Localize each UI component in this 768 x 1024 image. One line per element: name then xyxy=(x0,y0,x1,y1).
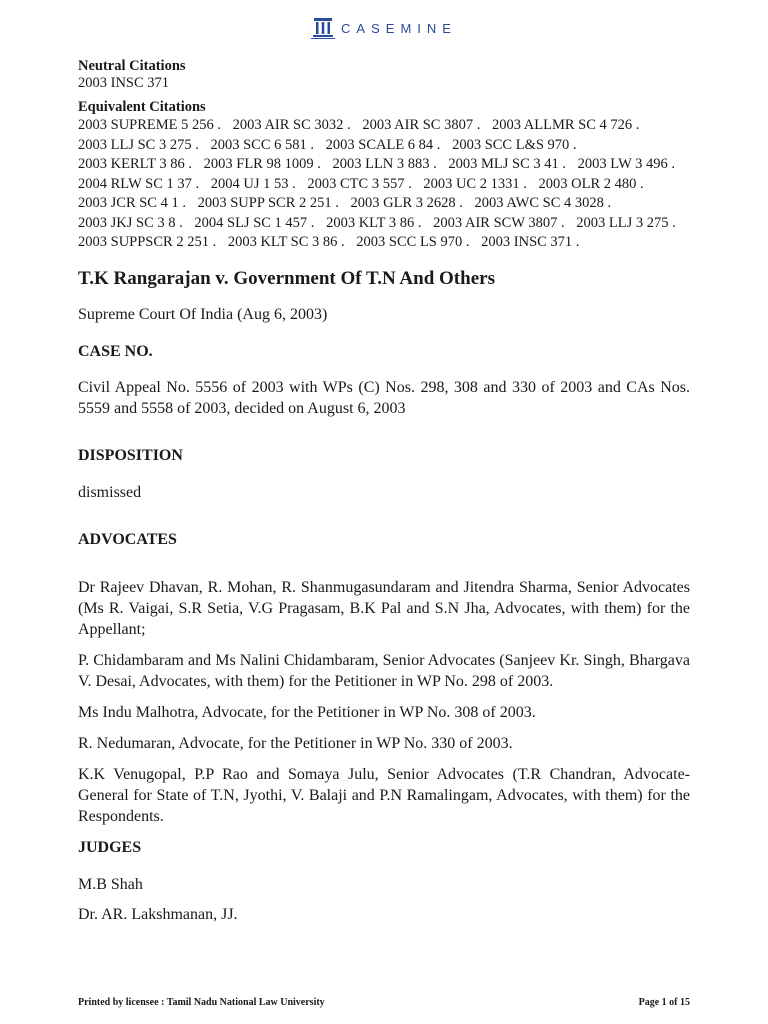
citation-item: 2003 INSC 371 . xyxy=(481,234,580,250)
citation-item: 2003 KLT 3 86 . xyxy=(326,214,422,231)
footer-page-number: Page 1 of 15 xyxy=(638,997,690,1008)
citation-item: 2003 AIR SC 3807 . xyxy=(362,117,481,133)
case-title: T.K Rangarajan v. Government Of T.N And Others xyxy=(78,267,495,289)
citation-item: 2003 AWC SC 4 3028 . xyxy=(474,195,612,211)
citation-item: 2003 KERLT 3 86 . xyxy=(78,156,192,172)
citation-item: 2003 JCR SC 4 1 . xyxy=(78,195,186,211)
citation-item: 2003 GLR 3 2628 . xyxy=(350,195,463,211)
citation-item: 2003 UC 2 1331 . xyxy=(423,175,527,192)
advocates-para: Dr Rajeev Dhavan, R. Mohan, R. Shanmugasundaram and Jitendra Sharma, Senior Advocates (Ms R. Vaigai, S.R Setia, V.G Pragasam, B.K Pal and S.N Jha, Advocates, with them) for the Appellant; xyxy=(78,578,690,638)
citation-item: 2003 AIR SC 3032 . xyxy=(232,117,351,133)
brand-name: CASEMINE xyxy=(341,20,457,36)
citation-item: 2003 SUPREME 5 256 . xyxy=(78,117,222,133)
citation-item: 2003 CTC 3 557 . xyxy=(307,175,412,192)
citation-item: 2003 SUPPSCR 2 251 . xyxy=(78,234,217,250)
casemine-logo[interactable] xyxy=(0,16,768,40)
advocates-para: R. Nedumaran, Advocate, for the Petitioner in WP No. 330 of 2003. xyxy=(78,734,513,752)
citation-item: 2003 KLT SC 3 86 . xyxy=(227,234,345,250)
neutral-citation-value: 2003 INSC 371 xyxy=(78,75,170,91)
case-no-heading: CASE NO. xyxy=(78,342,153,360)
citation-item: 2003 FLR 98 1009 . xyxy=(203,156,321,172)
citation-item: 2003 SCC LS 970 . xyxy=(356,234,470,250)
court-and-date: Supreme Court Of India (Aug 6, 2003) xyxy=(78,305,328,323)
citation-item: 2003 SUPP SCR 2 251 . xyxy=(197,195,339,211)
judge-name: M.B Shah xyxy=(78,875,143,893)
citation-item: 2004 RLW SC 1 37 . xyxy=(78,175,200,192)
citation-item: 2003 SCALE 6 84 . xyxy=(325,136,441,153)
equivalent-citations-list xyxy=(78,116,690,253)
advocates-para: K.K Venugopal, P.P Rao and Somaya Julu, Senior Advocates (T.R Chandran, Advocate-General for State of T.N, Jyothi, V. Balaji and P.N Ramalingam, Advocates, with them) for the Respondents. xyxy=(78,765,690,825)
citation-item: 2003 MLJ SC 3 41 . xyxy=(448,156,567,172)
footer-licensee: Printed by licensee : Tamil Nadu National Law University xyxy=(78,997,325,1008)
equivalent-citations-label: Equivalent Citations xyxy=(78,99,206,115)
disposition-text: dismissed xyxy=(78,483,142,501)
citation-item: 2004 SLJ SC 1 457 . xyxy=(194,214,315,231)
citation-item: 2003 LLJ SC 3 275 . xyxy=(78,136,199,153)
citation-item: 2003 ALLMR SC 4 726 . xyxy=(491,117,640,133)
judges-heading: JUDGES xyxy=(78,838,142,856)
page-footer xyxy=(78,997,690,1008)
citation-item: 2003 SCC 6 581 . xyxy=(210,136,315,153)
advocates-heading: ADVOCATES xyxy=(78,530,177,548)
citation-item: 2003 LW 3 496 . xyxy=(577,156,676,172)
document-body xyxy=(78,58,690,925)
advocates-para: Ms Indu Malhotra, Advocate, for the Petitioner in WP No. 308 of 2003. xyxy=(78,703,536,721)
neutral-citations-label: Neutral Citations xyxy=(78,58,186,74)
citation-item: 2003 SCC L&S 970 . xyxy=(452,136,577,153)
citation-item: 2003 OLR 2 480 . xyxy=(538,175,644,192)
advocates-para: P. Chidambaram and Ms Nalini Chidambaram, Senior Advocates (Sanjeev Kr. Singh, Bhargava V. Desai, Advocates, with them) for the Petitioner in WP No. 298 of 2003. xyxy=(78,651,690,690)
citation-item: 2003 JKJ SC 3 8 . xyxy=(78,214,183,231)
case-no-text: Civil Appeal No. 5556 of 2003 with WPs (C) Nos. 298, 308 and 330 of 2003 and CAs Nos. 5559 and 5558 of 2003, decided on August 6, 2003 xyxy=(78,378,690,417)
citation-item: 2003 LLN 3 883 . xyxy=(332,156,437,172)
judge-name: Dr. AR. Lakshmanan, JJ. xyxy=(78,905,238,923)
pillar-building-icon xyxy=(311,16,335,40)
citation-item: 2003 LLJ 3 275 . xyxy=(576,214,676,231)
citation-item: 2003 AIR SCW 3807 . xyxy=(433,214,565,231)
disposition-heading: DISPOSITION xyxy=(78,446,183,464)
citation-item: 2004 UJ 1 53 . xyxy=(210,175,296,192)
